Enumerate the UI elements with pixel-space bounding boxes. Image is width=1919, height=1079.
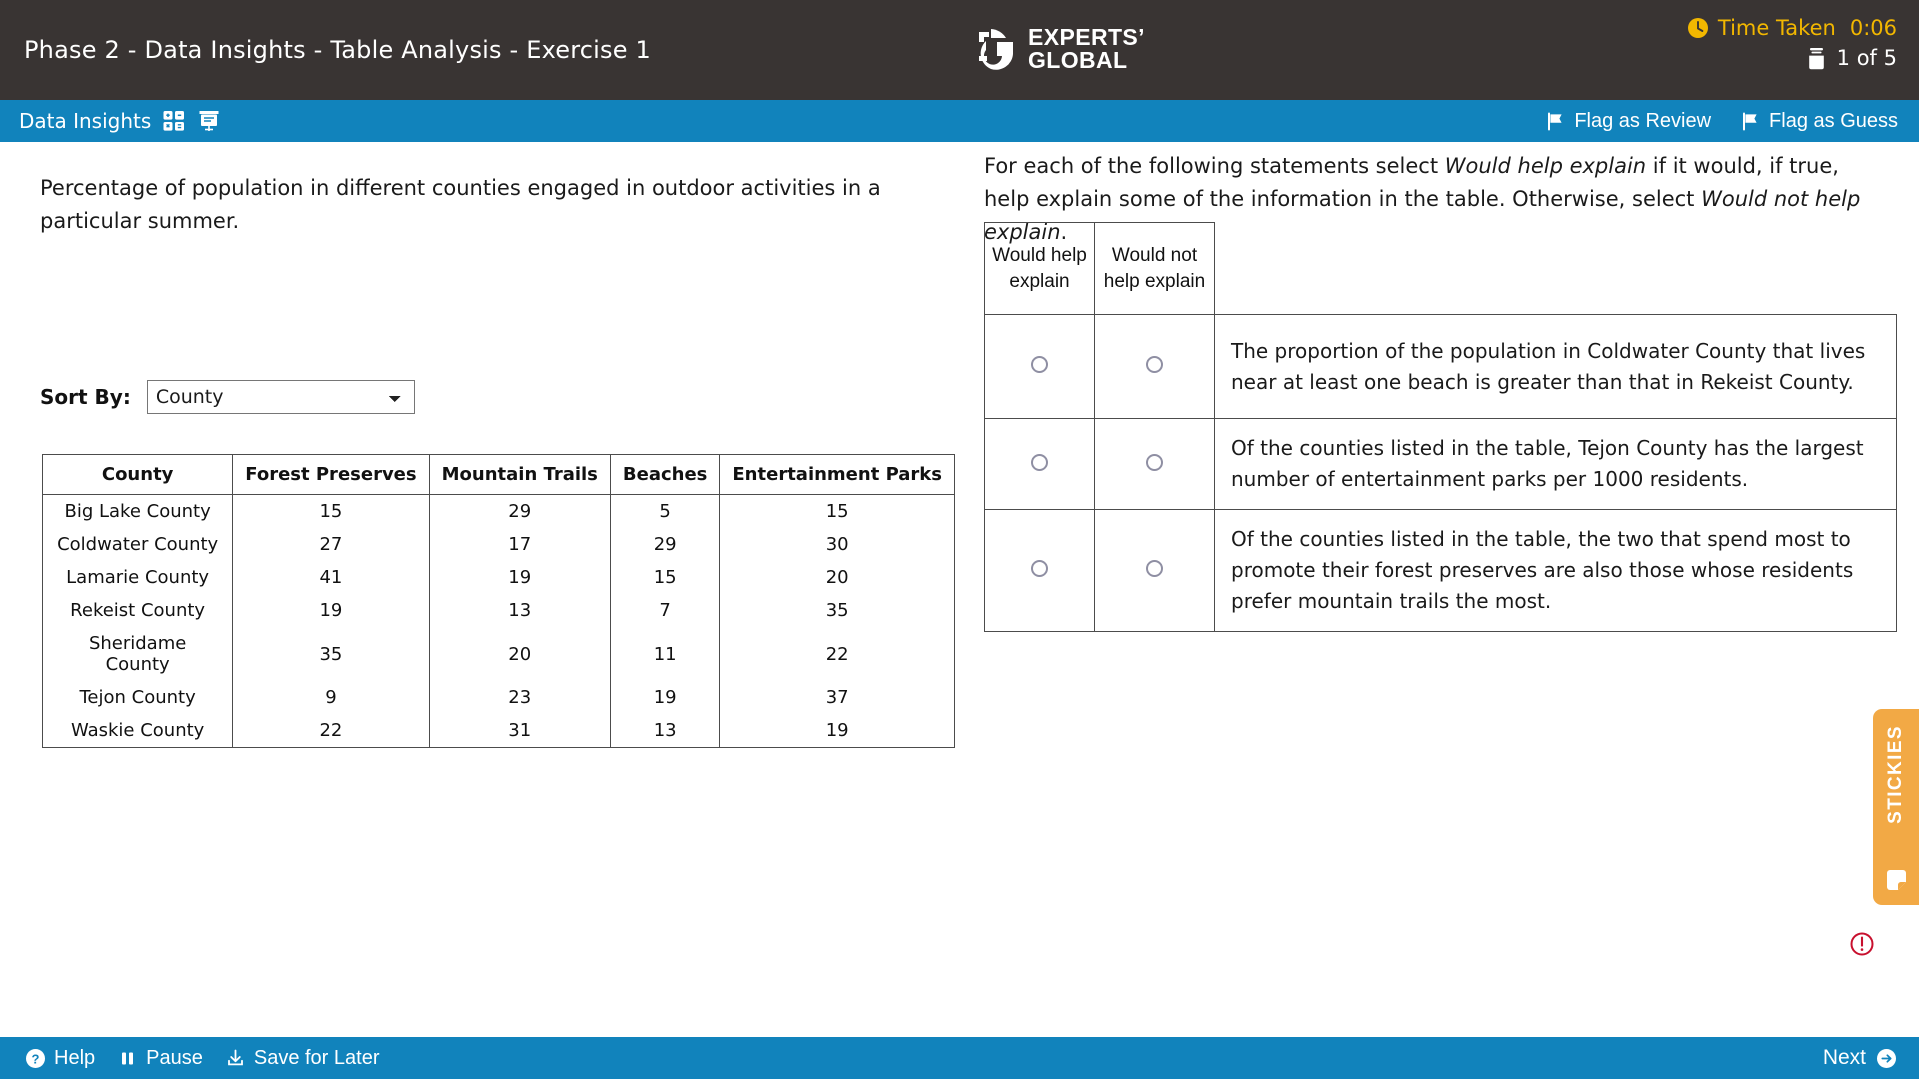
section-label: Data Insights <box>19 109 152 133</box>
value-cell: 17 <box>429 528 610 561</box>
data-column-header: Beaches <box>610 455 719 495</box>
value-cell: 41 <box>233 561 429 594</box>
column-header-would-help-explain: Would help explain <box>985 223 1095 315</box>
bottom-left-group <box>25 1037 379 1079</box>
data-table-body <box>43 495 955 748</box>
flag-as-review-button[interactable] <box>1546 110 1711 133</box>
question-circle-icon <box>25 1048 46 1069</box>
answer-row <box>985 419 1897 510</box>
data-table-head <box>43 455 955 495</box>
help-button[interactable] <box>25 1047 95 1070</box>
table-row <box>43 561 955 594</box>
statement-text: The proportion of the population in Coldwater County that lives near at least one beach is greater than that in Rekeist County. <box>1215 315 1897 419</box>
table-row <box>43 714 955 748</box>
value-cell: 11 <box>610 627 719 681</box>
value-cell: 13 <box>429 594 610 627</box>
county-cell: Big Lake County <box>43 495 233 529</box>
value-cell: 19 <box>720 714 955 748</box>
bottom-bar <box>0 1037 1919 1079</box>
table-row <box>43 528 955 561</box>
stickies-label: STICKIES <box>1885 725 1906 824</box>
next-button[interactable] <box>1823 1037 1897 1079</box>
instructions-emphasis-2: Would not help explain <box>984 187 1861 245</box>
sort-by-label: Sort By: <box>40 385 131 409</box>
county-cell: Lamarie County <box>43 561 233 594</box>
data-column-header: Mountain Trails <box>429 455 610 495</box>
flag-icon <box>1546 112 1565 131</box>
tool-bar <box>0 100 1919 142</box>
left-panel <box>0 142 955 1037</box>
answer-table-header-row <box>985 223 1897 315</box>
clock-icon <box>1687 17 1709 39</box>
question-count-row <box>1806 46 1897 70</box>
statement-text: Of the counties listed in the table, the two that spend most to promote their forest preserves are also those whose residents prefer mountain trails the most. <box>1215 510 1897 632</box>
radio-cell-would-help-explain[interactable] <box>985 510 1095 632</box>
toolbar-right-group <box>1546 100 1898 142</box>
answer-table-body <box>985 315 1897 632</box>
svg-text:?: ? <box>31 1050 40 1066</box>
radio-would-not-help-explain-1[interactable] <box>1146 356 1163 373</box>
county-cell: Sheridame County <box>43 627 233 681</box>
value-cell: 13 <box>610 714 719 748</box>
county-cell: Waskie County <box>43 714 233 748</box>
radio-cell-would-help-explain[interactable] <box>985 315 1095 419</box>
table-row <box>43 681 955 714</box>
answer-row <box>985 315 1897 419</box>
data-table-header-row <box>43 455 955 495</box>
logo-line-1: EXPERTS’ <box>1028 24 1145 50</box>
radio-cell-would-not-help-explain[interactable] <box>1095 315 1215 419</box>
radio-cell-would-not-help-explain[interactable] <box>1095 419 1215 510</box>
instructions-part-2: if it would, if true, help explain some of the information in the table. Otherwise, select <box>984 154 1839 212</box>
arrow-right-circle-icon <box>1876 1048 1897 1069</box>
data-column-header: Forest Preserves <box>233 455 429 495</box>
data-table <box>42 454 955 748</box>
time-taken-value: 0:06 <box>1849 16 1897 40</box>
pause-label: Pause <box>146 1046 203 1069</box>
save-for-later-label: Save for Later <box>253 1046 380 1069</box>
value-cell: 22 <box>233 714 429 748</box>
county-cell: Rekeist County <box>43 594 233 627</box>
instructions-emphasis-1: Would help explain <box>1444 154 1647 178</box>
value-cell: 19 <box>610 681 719 714</box>
table-row <box>43 495 955 529</box>
flag-icon <box>1741 112 1760 131</box>
radio-would-not-help-explain-3[interactable] <box>1146 560 1163 577</box>
value-cell: 29 <box>429 495 610 529</box>
right-panel <box>959 142 1919 1037</box>
value-cell: 15 <box>610 561 719 594</box>
jar-icon <box>1806 47 1827 70</box>
value-cell: 31 <box>429 714 610 748</box>
value-cell: 37 <box>720 681 955 714</box>
stickies-tab[interactable] <box>1873 709 1919 905</box>
pause-icon <box>117 1048 138 1069</box>
value-cell: 15 <box>233 495 429 529</box>
table-prompt-text: Percentage of population in different counties engaged in outdoor activities in a particular summer. <box>40 176 881 233</box>
brand-logo <box>975 26 1145 73</box>
county-cell: Coldwater County <box>43 528 233 561</box>
logo-line-2: GLOBAL <box>1028 47 1128 74</box>
table-row <box>43 627 955 681</box>
download-icon <box>225 1048 246 1069</box>
sort-by-row <box>40 380 415 414</box>
value-cell: 19 <box>233 594 429 627</box>
radio-would-help-explain-2[interactable] <box>1031 454 1048 471</box>
value-cell: 5 <box>610 495 719 529</box>
statement-text: Of the counties listed in the table, Tejon County has the largest number of entertainment parks per 1000 residents. <box>1215 419 1897 510</box>
page-title: Phase 2 - Data Insights - Table Analysis - Exercise 1 <box>24 36 652 64</box>
county-cell: Tejon County <box>43 681 233 714</box>
radio-would-not-help-explain-2[interactable] <box>1146 454 1163 471</box>
toolbar-left-group <box>19 100 221 142</box>
flag-as-review-label: Flag as Review <box>1574 109 1712 132</box>
value-cell: 20 <box>429 627 610 681</box>
flag-as-guess-button[interactable] <box>1741 110 1898 133</box>
flag-as-guess-label: Flag as Guess <box>1769 109 1898 132</box>
answer-row <box>985 510 1897 632</box>
value-cell: 7 <box>610 594 719 627</box>
value-cell: 20 <box>720 561 955 594</box>
radio-cell-would-not-help-explain[interactable] <box>1095 510 1215 632</box>
logo-wordmark <box>1028 26 1145 73</box>
time-taken-row <box>1687 16 1897 40</box>
value-cell: 22 <box>720 627 955 681</box>
value-cell: 30 <box>720 528 955 561</box>
help-label: Help <box>54 1046 96 1069</box>
answer-table-head <box>985 223 1897 315</box>
experts-global-logo-icon <box>975 26 1017 72</box>
radio-cell-would-help-explain[interactable] <box>985 419 1095 510</box>
content-area <box>0 142 1919 1037</box>
whiteboard-icon[interactable] <box>197 109 221 133</box>
top-header-bar <box>0 0 1919 100</box>
value-cell: 27 <box>233 528 429 561</box>
sort-by-select[interactable] <box>147 380 415 414</box>
data-column-header: Entertainment Parks <box>720 455 955 495</box>
timer-area <box>1687 16 1897 70</box>
value-cell: 19 <box>429 561 610 594</box>
value-cell: 35 <box>233 627 429 681</box>
answer-table <box>984 222 1897 632</box>
radio-would-help-explain-1[interactable] <box>1031 356 1048 373</box>
column-header-would-not-help-explain: Would not help explain <box>1095 223 1215 315</box>
question-count-text: 1 of 5 <box>1836 46 1897 70</box>
value-cell: 35 <box>720 594 955 627</box>
column-header-statements-blank <box>1215 223 1897 315</box>
calculator-icon[interactable] <box>162 109 186 133</box>
next-label: Next <box>1822 1046 1866 1069</box>
save-for-later-button[interactable] <box>225 1047 380 1070</box>
instructions-part-3: . <box>1060 220 1068 245</box>
data-column-header: County <box>43 455 233 495</box>
radio-would-help-explain-3[interactable] <box>1031 560 1048 577</box>
time-taken-label: Time Taken <box>1717 16 1836 40</box>
sticky-note-icon <box>1884 868 1909 893</box>
instructions-part-1: For each of the following statements select <box>984 154 1445 178</box>
warning-icon <box>1849 931 1875 957</box>
pause-button[interactable] <box>117 1047 203 1070</box>
value-cell: 29 <box>610 528 719 561</box>
table-row <box>43 594 955 627</box>
value-cell: 9 <box>233 681 429 714</box>
value-cell: 23 <box>429 681 610 714</box>
value-cell: 15 <box>720 495 955 529</box>
